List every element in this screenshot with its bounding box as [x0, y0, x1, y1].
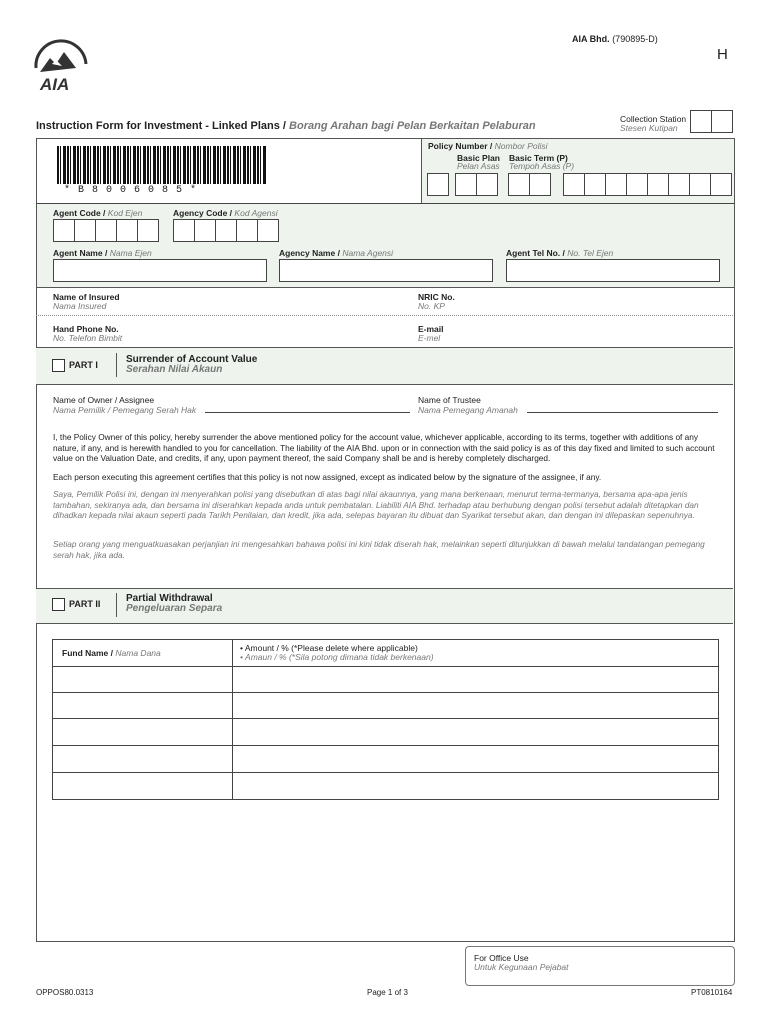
assignment-certification-my: Setiap orang yang menguatkuasakan perjanjian ini mengesahkan bahawa polisi ini kini tidak diserah hak, melainkan seperti ditunjukkan di bawah melalui tandatangan pemegang serah hak, jika ada. — [53, 539, 705, 560]
part2-label: PART II — [69, 599, 101, 609]
page-number: Page 1 of 3 — [367, 988, 408, 997]
reference-code: PT0810164 — [691, 988, 733, 997]
surrender-declaration: I, the Policy Owner of this policy, hereby surrender the above mentioned policy for the account value, whichever applicable, according to its terms, together with additions of any nature, if any, and is herewith handled to you for cancellation. The liability of the AIA Bhd. upon or in connection with the said policy is as of this day fixed and limited to such account value on the Valuation Date, and credits, if any, upon payment thereof, the said Company shall be and is hereby completely discharged. — [53, 432, 715, 463]
basic-term-label: Basic Term (P) — [509, 153, 568, 163]
part1-checkbox[interactable] — [52, 359, 65, 372]
email-label: E-mail — [418, 324, 444, 334]
policy-number-boxes[interactable] — [563, 173, 732, 196]
agency-name-field[interactable] — [279, 259, 493, 282]
part1-title: Surrender of Account Value — [126, 354, 258, 365]
trustee-label-my: Nama Pemegang Amanah — [418, 405, 518, 415]
barcode — [57, 146, 267, 184]
collection-station-label: Collection Station — [620, 114, 687, 124]
collection-station-label-my: Stesen Kutipan — [620, 123, 678, 133]
part1-title-my: Serahan Nilai Akaun — [126, 364, 223, 375]
policy-prefix-box[interactable] — [427, 173, 449, 196]
office-use-label: For Office Use — [474, 953, 529, 963]
agent-name-field[interactable] — [53, 259, 267, 282]
basic-plan-label-my: Pelan Asas — [457, 161, 500, 171]
basic-plan-boxes[interactable] — [455, 173, 498, 196]
svg-text:AIA: AIA — [40, 75, 70, 92]
agency-name-label: Agency Name / Nama Agensi — [279, 248, 394, 258]
owner-field[interactable] — [205, 412, 410, 413]
barcode-text: * B 8 0 0 6 0 8 5 * — [64, 185, 198, 196]
company-name: AIA Bhd. (790895-D) — [572, 34, 658, 44]
agent-name-label: Agent Name / Nama Ejen — [53, 248, 152, 258]
office-use-label-my: Untuk Kegunaan Pejabat — [474, 962, 569, 972]
agent-code-label: Agent Code / Kod Ejen — [53, 208, 143, 218]
amount-cells[interactable] — [233, 667, 717, 798]
nric-label: NRIC No. — [418, 292, 455, 302]
owner-label-my: Nama Pemilik / Pemegang Serah Hak — [53, 405, 197, 415]
basic-plan-label: Basic Plan — [457, 153, 500, 163]
part2-title: Partial Withdrawal — [126, 593, 213, 604]
insured-divider — [36, 315, 733, 316]
insured-name-label: Name of Insured — [53, 292, 120, 302]
part2-title-my: Pengeluaran Separa — [126, 603, 223, 614]
fund-name-header: Fund Name / Nama Dana — [62, 648, 161, 658]
form-letter: H — [717, 46, 728, 63]
nric-label-my: No. KP — [418, 301, 445, 311]
collection-station-boxes[interactable] — [690, 110, 733, 133]
part2-checkbox[interactable] — [52, 598, 65, 611]
policy-number-label: Policy Number / Nombor Polisi — [428, 141, 548, 151]
phone-label-my: No. Telefon Bimbit — [53, 333, 123, 343]
agent-tel-label: Agent Tel No. / No. Tel Ejen — [506, 248, 614, 258]
amount-header: • Amount / % (*Please delete where applicable) — [240, 643, 418, 653]
agent-code-boxes[interactable] — [53, 219, 159, 242]
aia-logo — [32, 34, 90, 92]
form-title: Instruction Form for Investment - Linked Plans / Borang Arahan bagi Pelan Berkaitan Pelaburan — [36, 120, 536, 132]
basic-term-boxes[interactable] — [508, 173, 551, 196]
owner-label: Name of Owner / Assignee — [53, 395, 155, 405]
phone-label: Hand Phone No. — [53, 324, 119, 334]
fund-name-cells[interactable] — [53, 667, 232, 798]
agency-code-label: Agency Code / Kod Agensi — [173, 208, 278, 218]
basic-term-label-my: Tempoh Asas (P) — [509, 161, 575, 171]
insured-name-label-my: Nama Insured — [53, 301, 107, 311]
trustee-field[interactable] — [527, 412, 718, 413]
agent-tel-field[interactable] — [506, 259, 720, 282]
form-code: OPPOS80.0313 — [36, 988, 94, 997]
part1-label: PART I — [69, 360, 98, 370]
surrender-declaration-my: Saya, Pemilik Polisi ini, dengan ini menyerahkan polisi yang disebutkan di atas bagi nilai akaunnya, yang mana berkenaan, menurut terma-termanya, bersama apa-apa jenis tambahan, sekiranya ada, dan bersama ini diserahkan kepada anda untuk pembatalan. Liabiliti AIA Bhd. terhadap atau berhubung dengan polisi tersebut adalah ditetapkan dan dihadkan kepada nilai akaun seperti pada Tarikh Penilaian, dan kredit, jika ada, selepas bayaran itu dibuat dan Syarikat tersebut akan, dan dengan ini dilepaskan sepenuhnya. — [53, 489, 699, 520]
email-label-my: E-mel — [418, 333, 441, 343]
trustee-label: Name of Trustee — [418, 395, 481, 405]
amount-header-my: • Amaun / % (*Sila potong dimana tidak berkenaan) — [240, 652, 434, 662]
agency-code-boxes[interactable] — [173, 219, 279, 242]
assignment-certification: Each person executing this agreement certifies that this policy is not now assigned, except as indicated below by the signature of the assignee, if any. — [53, 472, 602, 482]
